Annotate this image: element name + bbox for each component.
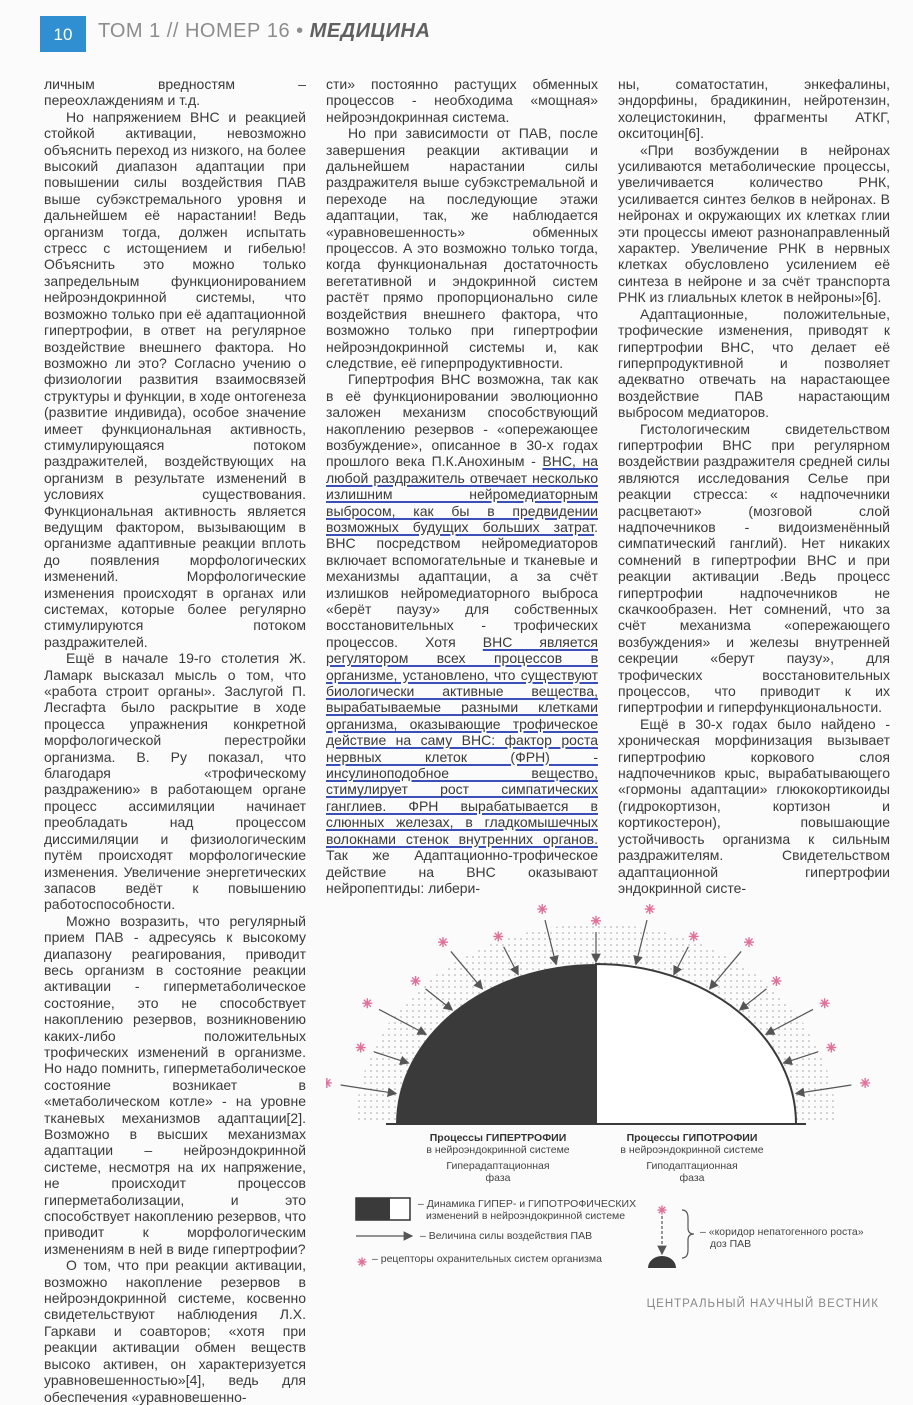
paragraph: сти» постоянно растущих обменных процессов - необходима «мощная» нейроэндокринная система. bbox=[326, 76, 598, 125]
receptor-star-mark bbox=[689, 931, 699, 941]
text-run: Так же Адаптационно-трофическое действие на ВНС оказывают нейропептиды: либери- bbox=[326, 847, 598, 896]
text-column-1 bbox=[44, 76, 306, 1405]
paragraph: Гистологическим свидетельством гипертрофии ВНС при регулярном воздействии раздражителя средней силы являются исследования Селье при реакции стресса: « надпочечники расцветают» (мозговой слой надпочечников - видоизменённый симпатический ганглий). Нет никаких сомнений в гипертрофии ВНС и при реакции активации .Ведь процесс гипертрофии надпочечников не скачкообразен. Нет сомнений, что за счёт механизма «опережающего возбуждения» и железы внутренней секреции «берут паузу», для трофических восстановительных процессов, что приводит к их гипертрофии и гиперфункциональности. bbox=[618, 420, 890, 716]
paragraph: Ещё в начале 19-го столетия Ж. Ламарк высказал мысль о том, что «работа строит органы». Заслугой П. Лесгафта было раскрытие в ходе процесса упражнения конкретной морфологической перестройки организма. В. Ру показал, что благодаря «трофическому раздражению» в работающем органе процесс ассимиляции начинает преобладать над процессом диссимиляции и физиологическим путём происходят морфологические изменения. Увеличение энергетических запасов ведёт к повышению работоспособности. bbox=[44, 650, 306, 913]
receptor-star-mark bbox=[537, 904, 547, 914]
paragraph: Ещё в 30-х годах было найдено - хроническая морфинизация вызывает гипертрофию коркового слоя надпочечников крыс, вырабатывающего «гормоны адаптации» глюкокортикоиды (гидрокортизон, кортизон и кортикостерон), повышающие устойчивость организма к сильным раздражителям. Свидетельством адаптационной гипертрофии эндокринной систе- bbox=[618, 715, 890, 896]
text-run: Гипертрофия ВНС возможна, так как в её функционировании эволюционно заложен механизм способствующий накоплению резервов - «опережающее возбуждение», описанное в 30-х годах прошлого века П.К.Анохиным - bbox=[326, 371, 598, 470]
receptor-star-mark bbox=[326, 1078, 332, 1088]
paragraph: Адаптационные, положительные, трофические изменения, приводят к гипертрофии ВНС, что делает её гиперпродуктивной и позволяет адекватно отвечать на нарастающее воздействие ПАВ нарастающим выбросом медиаторов. bbox=[618, 305, 890, 421]
paragraph: Можно возразить, что регулярный прием ПАВ - адресуясь к высокому диапазону реагирования, приводит весь организм в состояние реакции активации - гиперметаболическое состояние, это не способствует накоплению резервов, возникновению каких-либо положительных трофических изменений в организме. Но надо помнить, гиперметаболическое состояние возникает в «метаболическом котле» - на уровне тканевых механизмов адаптации[2]. Возможно в высших механизмах адаптации – нейроэндокринной системе, несмотря на их напряжение, не происходит процессов гиперметаболизации, и это способствует накоплению резервов, что приводит к морфологическим изменениям в ней в виде гипертрофии? bbox=[44, 912, 306, 1257]
right-phase-2: фаза bbox=[679, 1172, 705, 1184]
receptor-star-mark bbox=[744, 937, 754, 947]
paragraph bbox=[326, 371, 598, 896]
underlined-passage: ВНС, на любой раздражитель отвечает несколько излишним нейромедиаторным выбросом, как бы в предвидении возможных будущих больших затрат bbox=[326, 453, 598, 535]
legend-corridor-brace bbox=[682, 1210, 694, 1258]
legend-dynamics-label-2: изменений в нейроэндокринной системе bbox=[426, 1210, 626, 1222]
receptor-star-mark bbox=[356, 1043, 366, 1053]
receptor-star-mark bbox=[820, 998, 830, 1008]
journal-footer: ЦЕНТРАЛЬНЫЙ НАУЧНЫЙ ВЕСТНИК bbox=[646, 1298, 879, 1310]
legend-receptors-label: – рецепторы охранительных систем организма bbox=[372, 1253, 602, 1265]
receptor-star-mark bbox=[860, 1078, 870, 1088]
volume-issue: ТОМ 1 // НОМЕР 16 • bbox=[98, 20, 304, 42]
right-title-2: в нейроэндокринной системе bbox=[620, 1144, 764, 1156]
underlined-passage: ВНС является регулятором всех процессов в организме, установлено, что существуют биологически активные вещества, вырабатываемые разными клетками организма, оказывающие трофическое действие на саму ВНС: фактор роста нервных клеток (ФРН) - инсулиноподобное вещество, стимулирует рост симпатических ганглиев. ФРН вырабатывается в слюнных железах, в гладкомышечных волокнами стенок внутренних органов. bbox=[326, 633, 598, 847]
receptor-star-mark bbox=[358, 1258, 367, 1267]
legend-corridor-base bbox=[648, 1256, 676, 1268]
receptor-star-mark bbox=[658, 1206, 667, 1215]
text-column-2 bbox=[326, 76, 598, 896]
page-header bbox=[40, 10, 900, 56]
hypertrophy-diagram bbox=[326, 876, 896, 1296]
right-title-1: Процессы ГИПОТРОФИИ bbox=[626, 1132, 758, 1144]
legend-force-label: – Величина силы воздействия ПАВ bbox=[420, 1230, 593, 1242]
paragraph: «При возбуждении в нейронах усиливаются метаболические процессы, увеличивается количество РНК, усиливается синтез белков в нейронах. В нейронах и окружающих их клетках глии эти процессы имеют разнонаправленный характер. Увеличение РНК в нервных клетках обусловлено усилением её синтеза в нейроне и за счёт транспорта РНК из глиальных клеток в нейроны»[6]. bbox=[618, 141, 890, 306]
section-name: МЕДИЦИНА bbox=[309, 20, 431, 42]
legend-dynamics-label-1: – Динамика ГИПЕР- и ГИПОТРОФИЧЕСКИХ bbox=[418, 1198, 637, 1210]
right-phase-1: Гиподаптационная bbox=[646, 1160, 738, 1172]
receptor-star-mark bbox=[771, 976, 781, 986]
text-run: . ВНС посредством нейромедиаторов включает вспомогательные и тканевые и механизмы адаптации, а за счёт излишков нейромедиаторного выброса «берёт паузу» для собственных восстановительных - трофических процессов. Хотя bbox=[326, 518, 598, 650]
receptor-star-mark bbox=[438, 937, 448, 947]
text-column-3 bbox=[618, 76, 890, 896]
legend-corridor-label-2: доз ПАВ bbox=[710, 1238, 752, 1250]
left-title-1: Процессы ГИПЕРТРОФИИ bbox=[429, 1132, 567, 1144]
receptor-star-mark bbox=[362, 998, 372, 1008]
left-title-2: в нейроэндокринной системе bbox=[426, 1144, 570, 1156]
receptor-star-mark bbox=[493, 931, 503, 941]
paragraph: личным вредностям – переохлаждениям и т.д. bbox=[44, 76, 306, 109]
receptor-star-mark bbox=[591, 916, 601, 926]
paragraph: Но при зависимости от ПАВ, после завершения реакции активации и дальнейшем нарастании силы раздражителя выше субэкстремальной и переходе на последующие этажи адаптации, так, же наблюдается «уравновешенность» обменных процессов. А это возможно только тогда, когда функциональная достаточность вегетативной и эндокринной систем растёт прямо пропорционально силе воздействия внешнего фактора, что возможно только при гипертрофии нейроэндокринной системы и, как следствие, её гиперпродуктивности. bbox=[326, 125, 598, 371]
receptor-star-mark bbox=[411, 976, 421, 986]
left-phase-2: фаза bbox=[485, 1172, 511, 1184]
left-phase-1: Гиперадаптационная bbox=[446, 1160, 550, 1172]
receptor-star-mark bbox=[645, 904, 655, 914]
paragraph: О том, что при реакции активации, возможно накопление резервов в нейроэндокринной системе, косвенно свидетельствуют наблюдения Л.Х. Гаркави и соавторов; «хотя при реакции активации обмен веществ высоко активен, он характеризуется уравновешенностью»[4], ведь для обеспечения «уравновешенно- bbox=[44, 1257, 306, 1405]
receptor-star-mark bbox=[826, 1043, 836, 1053]
paragraph: ны, соматостатин, энкефалины, эндорфины, брадикинин, нейротензин, холецистокинин, фрагменты АТКГ, окситоцин[6]. bbox=[618, 76, 890, 142]
paragraph: Но напряжением ВНС и реакцией стойкой активации, невозможно объяснить переход из низкого, на более высокий диапазон адаптации при повышении силы воздействия ПАВ выше субэкстремального уровня и дальнейшем её нарастании! Ведь организм тогда, должен испытать стресс с истощением и гибелью! Объяснить это можно только запредельным функционированием нейроэндокринной системы, что возможно только при её адаптационной гипертрофии, в ответ на регулярное воздействие внешнего фактора. Но возможно ли это? Согласно учению о физиологии развития взаимосвязей структуры и функции, в ходе онтогенеза (развитие индивида), особое значение имеет функциональная активность, стимулирующаяся потоком раздражителей, воздействующих на организм в результате изменений в условиях существования. Функциональная активность является ведущим фактором, вызывающим в организме адаптивные реакции вплоть до появления морфологических изменений. Морфологические изменения происходят в органах или системах, которые более регулярно стимулируются потоком раздражителей. bbox=[44, 108, 307, 650]
page-number: 10 bbox=[40, 16, 86, 52]
legend-corridor-label-1: – «коридор непатогенного роста» bbox=[700, 1226, 864, 1238]
journal-issue-title bbox=[98, 20, 430, 43]
